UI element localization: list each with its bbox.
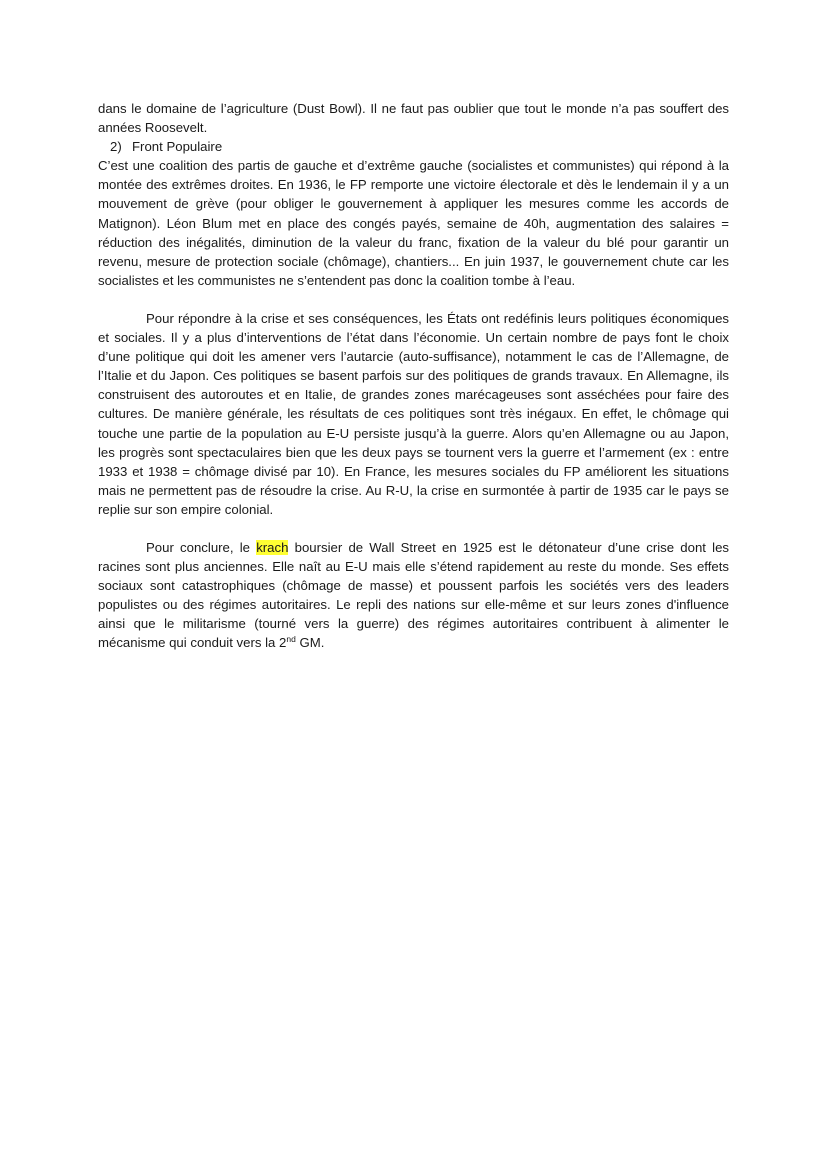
conclusion-paragraph [98, 538, 729, 653]
highlighted-word: krach [256, 539, 289, 555]
front-populaire-paragraph: C’est une coalition des partis de gauche et d’extrême gauche (socialistes et communistes) qui répond à la montée des extrêmes droites. En 1936, le FP remporte une victoire électorale et dès le lendemain il y a un mouvement de grève (pour obliger le gouvernement à appliquer les mesures comme les accords de Matignon). Léon Blum met en place des congés payés, semaine de 40h, augmentation des salaires = réduction des inégalités, diminution de la valeur du franc, fixation de la valeur du blé pour garantir un revenu, mesure de protection sociale (chômage), chantiers... En juin 1937, le gouvernement chute car les socialistes et les communistes ne s’entendent pas donc la coalition tombe à l’eau. [98, 158, 729, 288]
paragraph-spacer [98, 290, 729, 309]
paragraph-spacer [98, 519, 729, 538]
ordinal-superscript: nd [286, 634, 296, 645]
document-page [98, 99, 729, 653]
conclusion-text-body: boursier de Wall Street en 1925 est le détonateur d’une crise dont les racines sont plus anciennes. Elle naît au E-U mais elle s’étend rapidement au reste du monde. Ses effets sociaux sont catastrophiques (chômage de masse) et poussent parfois les sociétés vers des leaders populistes ou des régimes autoritaires. Le repli des nations sur elle-même et sur leurs zones d'influence ainsi que le militarisme (tourné vers la guerre) des régimes autoritaires contribuent à alimenter le mécanisme qui conduit vers la 2 [98, 539, 729, 651]
section-heading [98, 137, 729, 156]
conclusion-text-start: Pour conclure, le [146, 539, 257, 555]
section-number: 2) [110, 139, 122, 155]
section-title: Front Populaire [132, 139, 223, 155]
conclusion-text-end: GM. [295, 635, 325, 651]
policies-paragraph: Pour répondre à la crise et ses conséquences, les États ont redéfinis leurs politiques économiques et sociales. Il y a plus d’interventions de l’état dans l’économie. Un certain nombre de pays font le choix d’une politique qui doit les amener vers l’autarcie (auto-suffisance), notamment le cas de l’Allemagne, de l’Italie et du Japon. Ces politiques se basent parfois sur des politiques de grands travaux. En Allemagne, ils construisent des autoroutes et en Italie, de grandes zones marécageuses sont asséchées pour faire des cultures. De manière générale, les résultats de ces politiques sont très inégaux. En effet, le chômage qui touche une partie de la population au E-U persiste jusqu’à la guerre. Alors qu’en Allemagne ou au Japon, les progrès sont spectaculaires bien que les deux pays se tournent vers la guerre et l’armement (ex : entre 1933 et 1938 = chômage divisé par 10). En France, les mesures sociales du FP améliorent les situations mais ne permettent pas de résoudre la crise. Au R-U, la crise en surmontée à partir de 1935 car le pays se replie sur son empire colonial. [98, 310, 729, 517]
intro-continuation-paragraph: dans le domaine de l’agriculture (Dust Bowl). Il ne faut pas oublier que tout le monde n’a pas souffert des années Roosevelt. [98, 101, 729, 136]
